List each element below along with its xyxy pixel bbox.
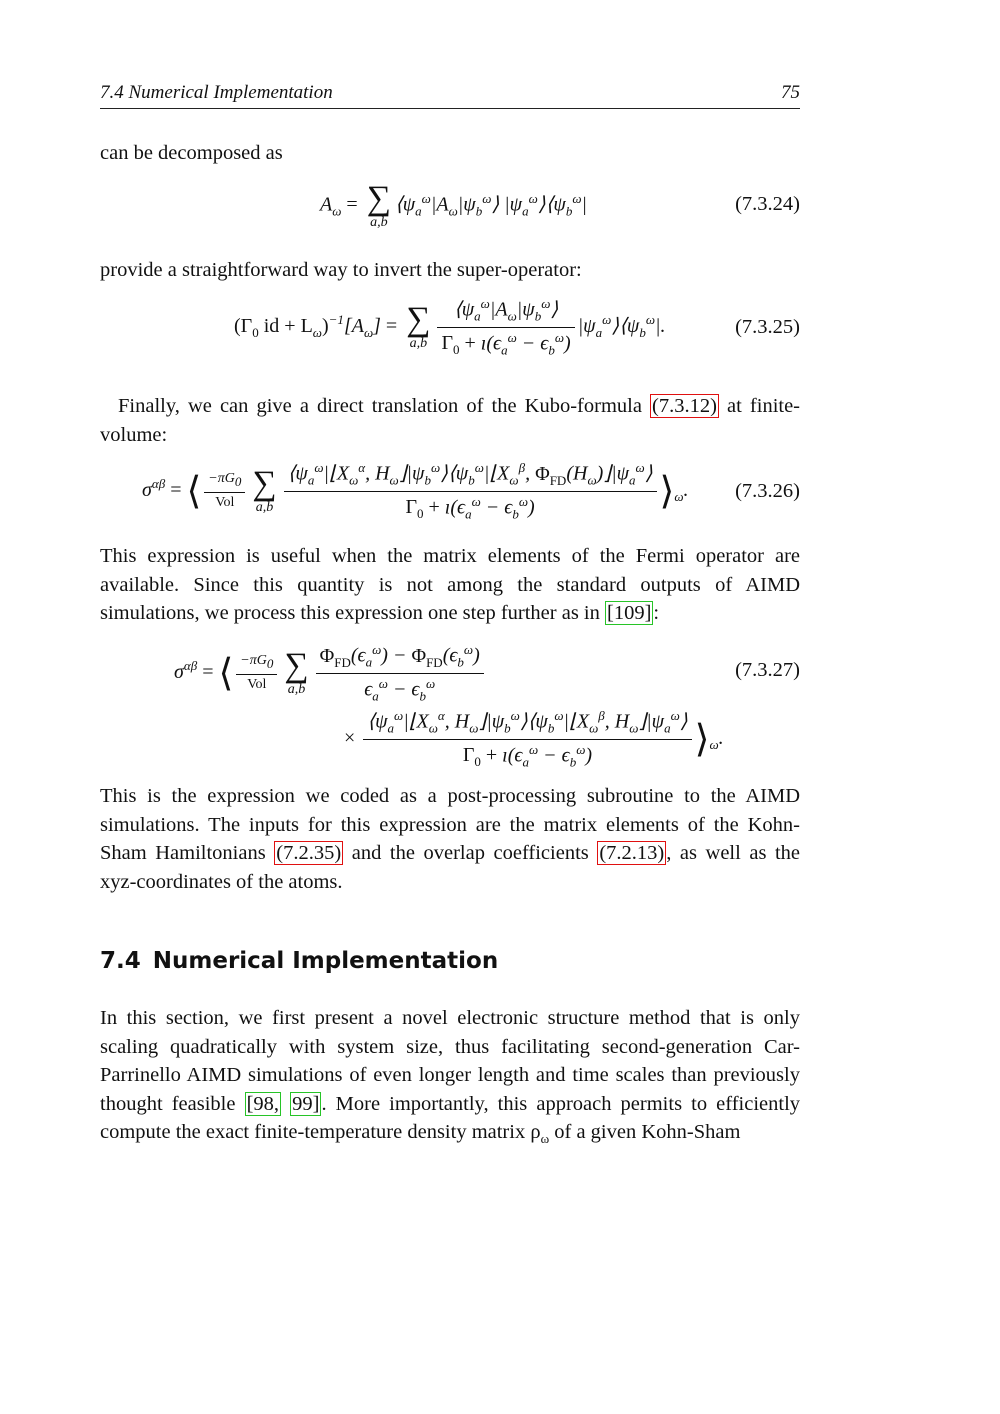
equation-body: $A_\omega$ = ∑ a,b $⟨\psi_a^\omega|A_\omega|\psi_b^\omega⟩$ $|\psi_a^\omega⟩⟨\psi_b^\omega|$ <box>320 180 588 230</box>
text-segment: This expression is useful when the matrix elements of the Fermi operator are available. Since this quantity is not among the standard outputs of AIMD simulations, we process this expression one step further as in <box>100 545 800 625</box>
bibliography-reference-link[interactable]: 99] <box>292 1092 320 1115</box>
text-segment: and the overlap coefficients <box>351 842 589 865</box>
equation-reference-link[interactable]: (7.2.35) <box>276 842 342 865</box>
running-title: 7.4 Numerical Implementation <box>100 82 333 103</box>
bibliography-reference-link[interactable]: [98, <box>246 1092 280 1115</box>
text-segment: : <box>653 602 660 625</box>
equation-7-3-25 <box>100 296 800 362</box>
text-segment: In this section, we first present a novel electronic structure method that is only scaling quadratically with system size, thus facilitating second-generation Car-Parrinello AIMD simulations of even longer length and time scales than previously thought feasible <box>100 1007 800 1115</box>
paragraph-kubo <box>100 392 800 449</box>
equation-7-3-24 <box>100 182 800 238</box>
equation-body-line-1: $\sigma^{\alpha\beta}$ = ⟨ $\frac{-\pi G_0}{\text{Vol}}$ ∑ a,b $\frac{\Phi_{FD}(\epsilon_a^\omega) - \Phi_{FD}(\epsilon_b^\omega)}{\epsilon_a^\omega - \epsilon_b^\omega}$ <box>174 642 487 704</box>
equation-number: (7.3.27) <box>735 659 800 681</box>
page-number: 75 <box>781 82 800 103</box>
equation-body: ($\Gamma_0$ id + $L_\omega)^{-1}[A_\omega]$ = ∑ a,b $\frac{⟨\psi_a^\omega|A_\omega|\psi_b^\omega⟩}{\Gamma_0 + ı(\epsilon_a^\omega - \epsilon_b^\omega)}$ $|\psi_a^\omega⟩⟨\psi_b^\omega|$. <box>234 296 666 358</box>
paragraph-section-intro <box>100 1004 800 1154</box>
section-title: Numerical Implementation <box>152 948 499 974</box>
equation-reference-link[interactable]: (7.3.12) <box>652 395 717 417</box>
equation-body-line-2: × $\frac{⟨\psi_a^\omega|⌊X_\omega^\alpha, H_\omega⌋|\psi_b^\omega⟩⟨\psi_b^\omega|⌊X_\omega^\beta, H_\omega⌋|\psi_a^\omega⟩}{\Gamma_0 + ı(\epsilon_a^\omega - \epsilon_b^\omega)}$ $⟩_\omega$. <box>344 708 724 770</box>
section-number: 7.4 <box>100 948 141 974</box>
paragraph-invert: provide a straightforward way to invert the super-operator: <box>100 259 582 281</box>
equation-7-3-27 <box>100 642 800 772</box>
text-segment: at finite-volume: <box>100 395 801 446</box>
section-heading <box>100 948 498 974</box>
text-segment: . More importantly, this approach permits to efficiently compute the exact finite-temperature density matrix ρ <box>100 1092 801 1144</box>
paragraph-decomposed: can be decomposed as <box>100 142 283 164</box>
running-header <box>100 80 800 109</box>
text-segment: , as well as the xyz-coordinates of the atoms. <box>100 842 801 893</box>
text-segment: of a given Kohn-Sham <box>549 1121 741 1144</box>
bibliography-reference-link[interactable]: [109] <box>607 602 652 625</box>
subscript: ω <box>540 1131 550 1147</box>
equation-number: (7.3.26) <box>735 480 800 502</box>
paragraph-fermi-operator <box>100 542 800 628</box>
text-segment: This is the expression we coded as a post-processing subroutine to the AIMD simulations. The inputs for this expression are the matrix elements of the Kohn-Sham Hamiltonians <box>100 785 800 865</box>
paragraph-post-processing <box>100 782 800 896</box>
text-segment: Finally, we can give a direct translation of the Kubo-formula <box>118 395 642 417</box>
equation-number: (7.3.24) <box>735 193 800 215</box>
equation-7-3-26 <box>100 460 800 526</box>
equation-body: $\sigma^{\alpha\beta}$ = ⟨ $\frac{-\pi G_0}{\text{Vol}}$ ∑ a,b $\frac{⟨\psi_a^\omega|⌊X_\omega^\alpha, H_\omega⌋|\psi_b^\omega⟩⟨\psi_b^\omega|⌊X_\omega^\beta, \Phi_{FD}(H_\omega)⌋|\psi_a^\omega⟩}{\Gamma_0 + ı(\epsilon_a^\omega - \epsilon_b^\omega)}$ $⟩_\omega$. <box>142 460 689 522</box>
equation-number: (7.3.25) <box>735 316 800 338</box>
equation-reference-link[interactable]: (7.2.13) <box>599 842 665 865</box>
